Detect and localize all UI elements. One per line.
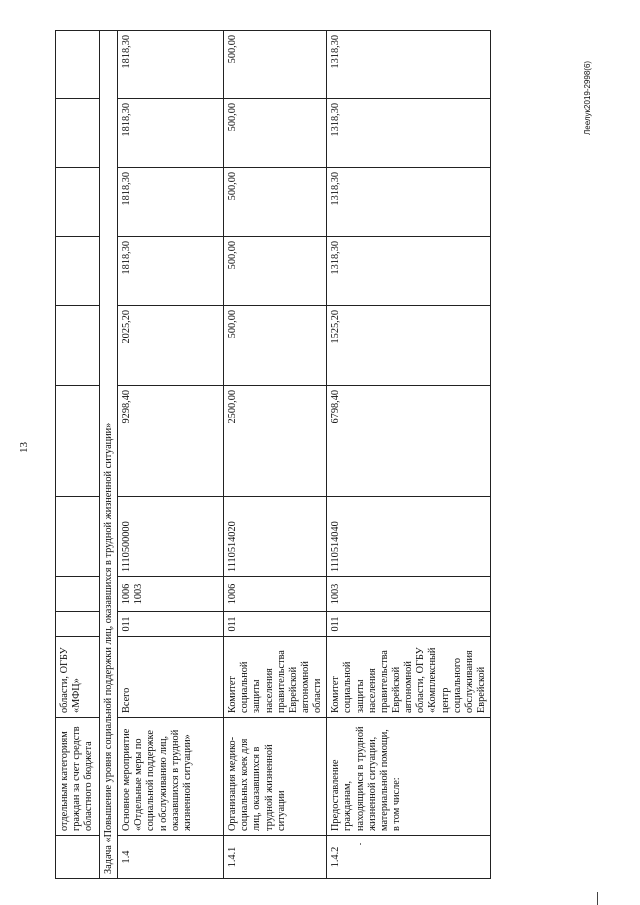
row-y2: 500,00 [224, 237, 327, 306]
footer-code: Леелук2019-2998(6) [583, 60, 592, 135]
cell-y5 [56, 31, 100, 99]
row-csr: 1110514020 [224, 497, 327, 577]
cell-rzpr [56, 577, 100, 612]
cell-num [56, 836, 100, 879]
row-number: 1.4.1 [224, 836, 327, 879]
row-y5: 1318,30 [327, 31, 491, 99]
row-y3: 500,00 [224, 168, 327, 237]
row-y2: 1818,30 [118, 237, 224, 306]
row-rzpr: 1006 1003 [118, 577, 224, 612]
row-y1: 2025,20 [118, 306, 224, 386]
row-name: Организация медико-социальных коек для лиц, оказавшихся в трудной жизненной ситуации [224, 718, 327, 836]
row-rzpr: 1006 [224, 577, 327, 612]
row-y4: 500,00 [224, 99, 327, 168]
row-name: Основное мероприятие «Отдельные меры по социальной поддержке и обслуживанию лиц, оказавшихся в трудной жизненной ситуации» [118, 718, 224, 836]
cell-grbs [56, 612, 100, 637]
scan-artifact-line [597, 892, 598, 905]
cell-executor: области, ОГБУ «МФЦ» [56, 637, 100, 718]
row-y1: 500,00 [224, 306, 327, 386]
row-csr: 1110500000 [118, 497, 224, 577]
row-total: 9298,40 [118, 386, 224, 497]
cell-csr [56, 497, 100, 577]
row-rzpr: 1003 [327, 577, 491, 612]
row-y1: 1525,20 [327, 306, 491, 386]
row-y2: 1318,30 [327, 237, 491, 306]
row-grbs: 011 [224, 612, 327, 637]
row-y3: 1318,30 [327, 168, 491, 237]
page-number: 13 [18, 442, 30, 453]
row-y3: 1818,30 [118, 168, 224, 237]
row-number: 1.4 [118, 836, 224, 879]
row-number: 1.4.2 [327, 836, 491, 879]
row-total: 6798,40 [327, 386, 491, 497]
cell-y4 [56, 99, 100, 168]
row-executor: Комитет социальной защиты населения правительства Еврейской автономной области [224, 637, 327, 718]
row-executor: Комитет социальной защиты населения правительства Еврейской автономной области, ОГБУ «Комплексный центр социального обслуживания Еврейской [327, 637, 491, 718]
task-title: Задача «Повышение уровня социальной поддержки лиц, оказавшихся в трудной жизненной ситуации» [100, 31, 118, 879]
row-y5: 1818,30 [118, 31, 224, 99]
cell-y1 [56, 306, 100, 386]
row-grbs: 011 [118, 612, 224, 637]
table-row-continuation [56, 31, 100, 879]
table-row [118, 31, 224, 879]
row-grbs: 011 [327, 612, 491, 637]
table-row [327, 31, 491, 879]
row-total: 2500,00 [224, 386, 327, 497]
cell-name: отдельным категориям граждан за счет средств областного бюджета [56, 718, 100, 836]
row-y5: 500,00 [224, 31, 327, 99]
row-csr: 1110514040 [327, 497, 491, 577]
cell-y2 [56, 237, 100, 306]
cell-total [56, 386, 100, 497]
table-row [224, 31, 327, 879]
budget-table [55, 30, 491, 879]
row-name: Предоставление гражданам, находящимся в трудной жизненной ситуации, материальной помощи, в том числе: [327, 718, 491, 836]
row-executor: Всего [118, 637, 224, 718]
task-row [100, 31, 118, 879]
cell-y3 [56, 168, 100, 237]
row-y4: 1318,30 [327, 99, 491, 168]
row-y4: 1818,30 [118, 99, 224, 168]
